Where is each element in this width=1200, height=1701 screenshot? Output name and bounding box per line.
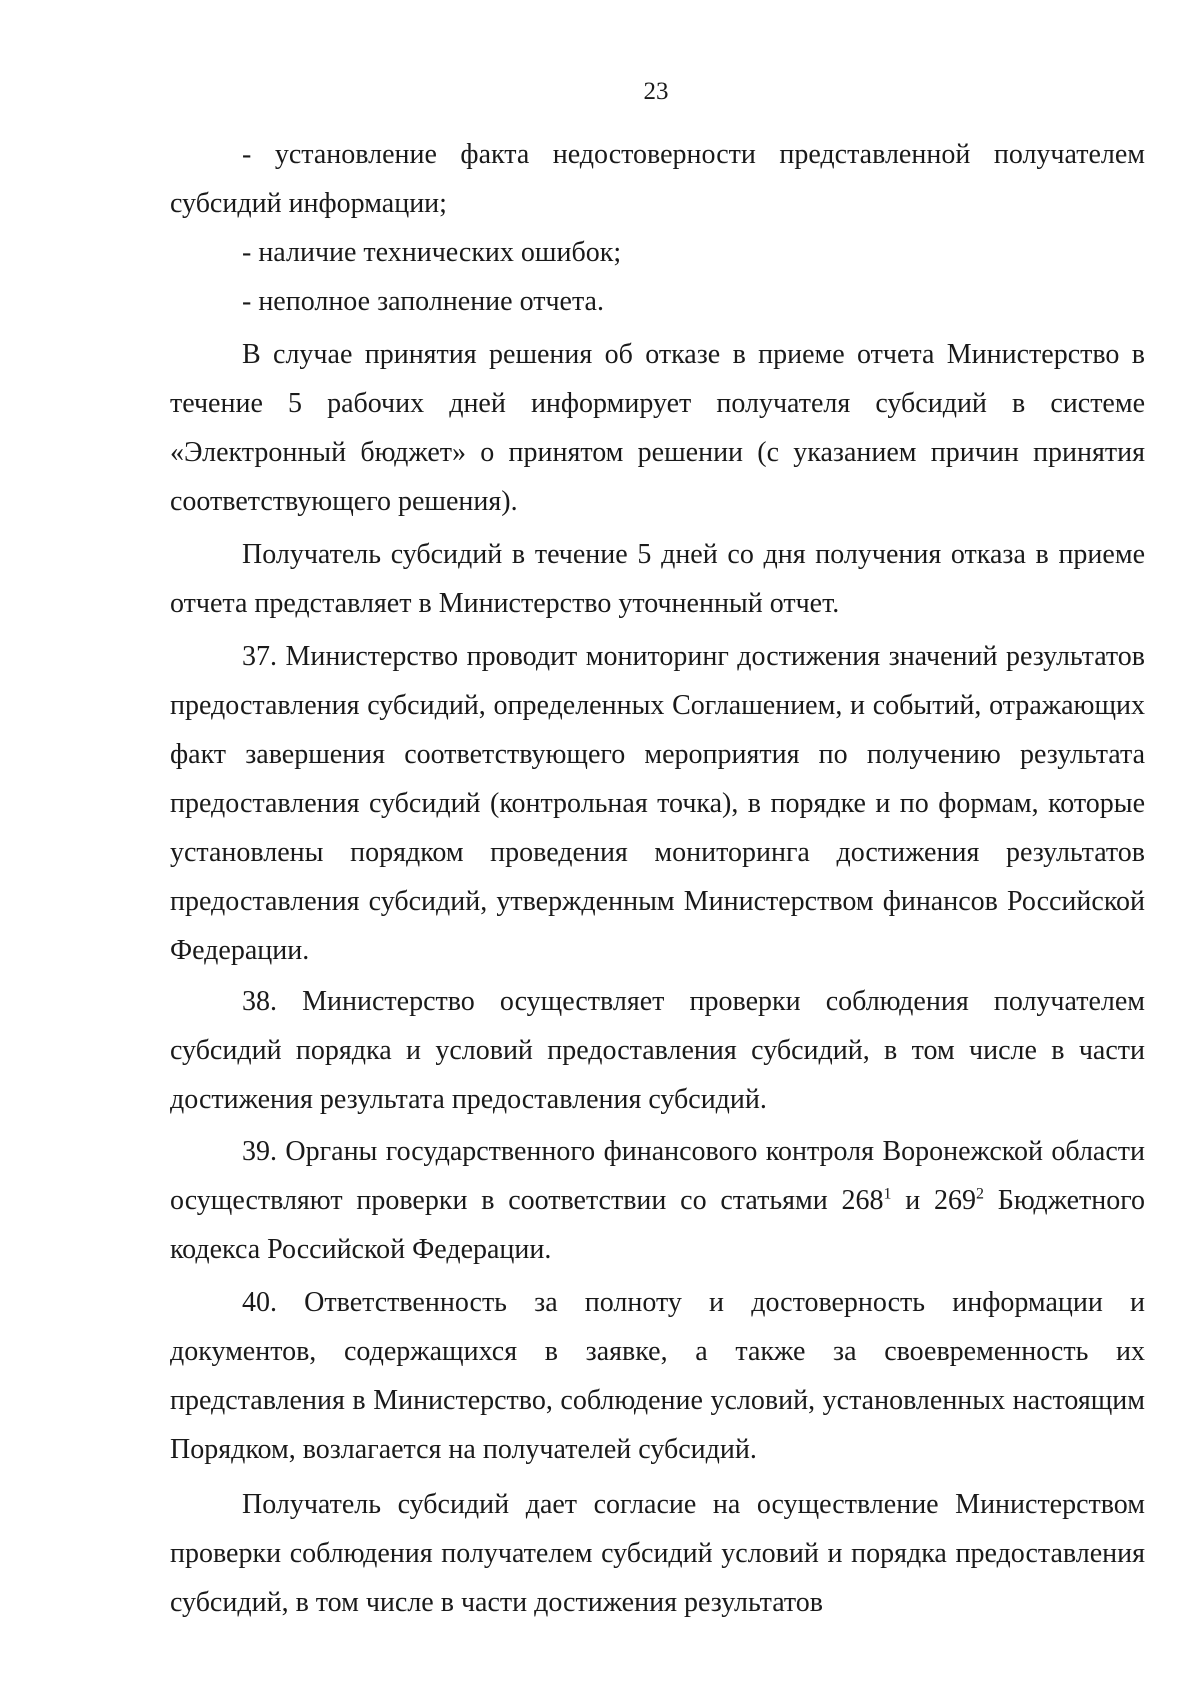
paragraph-consent: Получатель субсидий дает согласие на осуществление Министерством проверки соблюдения получателем субсидий условий и порядка предоставления субсидий, в том числе в части достижения результатов (170, 1489, 1145, 1618)
article-268-superscript: 1 (883, 1185, 892, 1203)
paragraph-37-monitoring: 37. Министерство проводит мониторинг достижения значений результатов предоставления субсидий, определенных Соглашением, и событий, отражающих факт завершения соответствующего мероприятия по получению результата предоставления субсидий (контрольная точка), в порядке и по формам, которые установлены порядком проведения мониторинга достижения результатов предоставления субсидий, утвержденным Министерством финансов Российской Федерации. (170, 641, 1145, 966)
article-269-superscript: 2 (976, 1185, 984, 1203)
paragraph-39-text-middle: и 269 (891, 1185, 976, 1216)
paragraph-revised-report: Получатель субсидий в течение 5 дней со дня получения отказа в приеме отчета представляет в Министерство уточненный отчет. (170, 539, 1145, 619)
paragraph-38-inspections: 38. Министерство осуществляет проверки соблюдения получателем субсидий порядка и условий предоставления субсидий, в том числе в части достижения результата предоставления субсидий. (170, 986, 1145, 1115)
paragraph-refusal-decision: В случае принятия решения об отказе в приеме отчета Министерство в течение 5 рабочих дней информирует получателя субсидий в системе «Электронный бюджет» о принятом решении (с указанием причин принятия соответствующего решения). (170, 339, 1145, 517)
paragraph-39-text-start: 39. Органы государственного финансового контроля Воронежской области осуществляют проверки в соответствии со статьями 268 (170, 1136, 1145, 1216)
paragraph-item-unreliable-info: - установление факта недостоверности представленной получателем субсидий информации; (170, 139, 1145, 219)
page-number: 23 (643, 78, 669, 105)
paragraph-39-financial-control (170, 1127, 1145, 1274)
paragraph-item-incomplete-report: - неполное заполнение отчета. (242, 286, 604, 317)
paragraph-40-responsibility: 40. Ответственность за полноту и достоверность информации и документов, содержащихся в заявке, а также за своевременность их представления в Министерство, соблюдение условий, установленных настоящим Порядком, возлагается на получателей субсидий. (170, 1287, 1145, 1465)
paragraph-item-technical-errors: - наличие технических ошибок; (242, 237, 622, 268)
paragraph-39-text-end: Бюджетного кодекса Российской Федерации. (170, 1185, 1146, 1265)
document-body (170, 130, 1145, 1627)
